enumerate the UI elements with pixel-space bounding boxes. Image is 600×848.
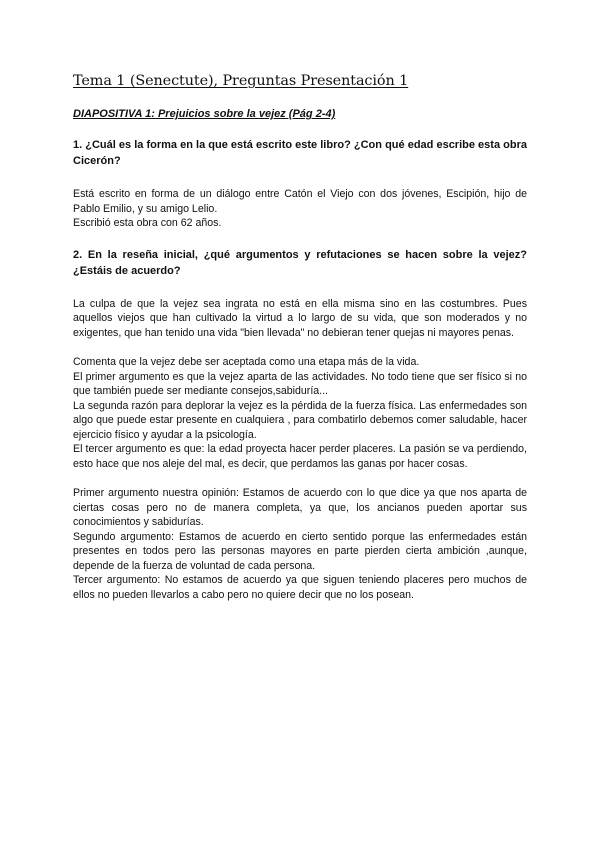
slide-heading: DIAPOSITIVA 1: Prejuicios sobre la vejez (Pág 2-4) [73,108,336,120]
question-1: 1. ¿Cuál es la forma en la que está escrito este libro? ¿Con qué edad escribe esta obra Cicerón? [73,139,527,167]
answer-2-summary: La culpa de que la vejez sea ingrata no está en ella misma sino en las costumbres. Pues aquellos viejos que han cultivado la virtud a lo largo de su vida, que son moderados y no exigentes, que han tenido una vida "bien llevada" no debieran tener quejas ni mayores penas. [73,297,527,339]
question-2: 2. En la reseña inicial, ¿qué argumentos y refutaciones se hacen sobre la vejez? ¿Estáis de acuerdo? [73,248,527,277]
answer-2-argument-2: La segunda razón para deplorar la vejez es la pérdida de la fuerza física. Las enfermedades son algo que puede estar presente en cualquiera , para combatirlo debemos comer saludable, hacer ejercicio físico y ayudar a la psicología. [73,399,527,441]
answer-2-argument-1: El primer argumento es que la vejez aparta de las actividades. No todo tiene que ser físico si no que también puede ser mediante consejos,sabiduría... [73,370,527,397]
answer-1-line-1: Está escrito en forma de un diálogo entre Catón el Viejo con dos jóvenes, Escipión, hijo de Pablo Emilio, y su amigo Lelio. [73,188,527,215]
answer-1-line-2: Escribió esta obra con 62 años. [73,217,222,229]
answer-2-intro: Comenta que la vejez debe ser aceptada como una etapa más de la vida. [73,356,420,368]
opinion-1: Primer argumento nuestra opinión: Estamos de acuerdo con lo que dice ya que nos aparta de ciertas cosas pero no de manera completa, ya que, los ancianos pueden aportar sus conocimientos y sabidurías. [73,487,527,528]
document-title: Tema 1 (Senectute), Preguntas Presentación 1 [73,73,409,89]
answer-2-argument-3: El tercer argumento es que: la edad proyecta hacer perder placeres. La pasión se va perdiendo, esto hace que nos aleje del mal, es decir, que perdamos las ganas por hacer cosas. [73,443,527,470]
opinion-2: Segundo argumento: Estamos de acuerdo en cierto sentido porque las enfermedades están presentes en todos pero las personas mayores en parte pierden cierta ambición ,aunque, depende de la fuerza de voluntad de cada persona. [73,530,527,572]
opinion-3: Tercer argumento: No estamos de acuerdo ya que siguen teniendo placeres pero muchos de ellos no pueden llevarlos a cabo pero no quiere decir que no los posean. [73,574,527,601]
